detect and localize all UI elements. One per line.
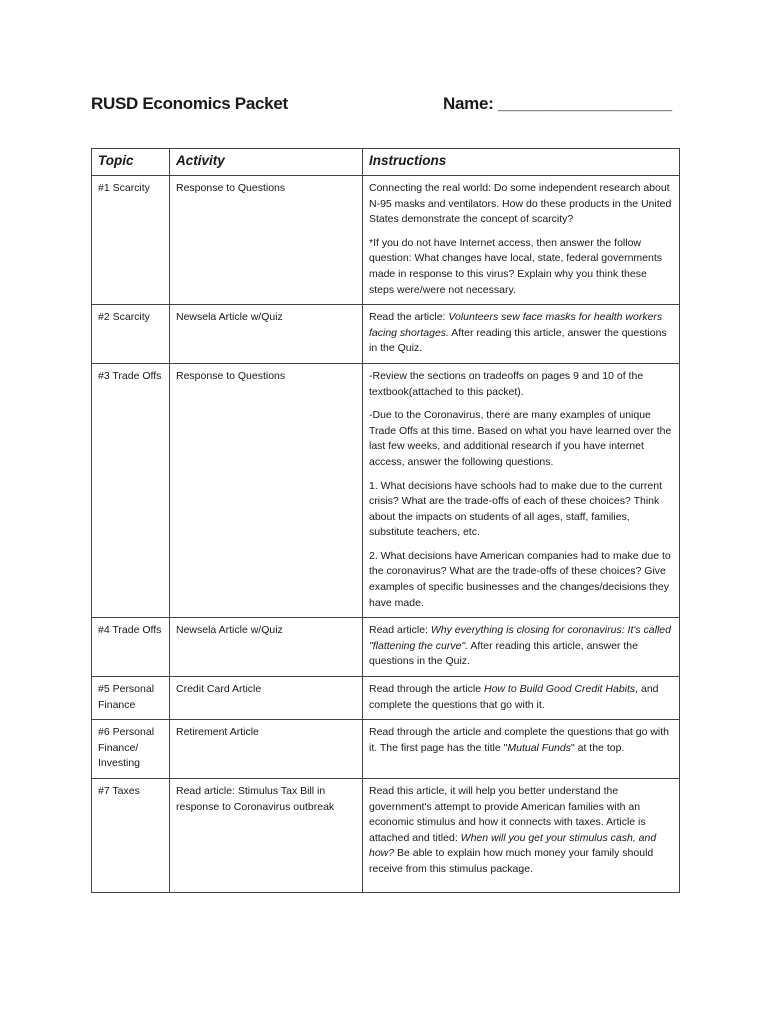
table-row (92, 305, 680, 364)
activity-cell: Response to Questions (170, 176, 363, 305)
table-row (92, 677, 680, 720)
instructions-cell (363, 720, 680, 779)
activity-cell: Credit Card Article (170, 677, 363, 720)
topic-cell: #4 Trade Offs (92, 618, 170, 677)
instructions-cell (363, 677, 680, 720)
topic-cell: #2 Scarcity (92, 305, 170, 364)
activity-cell: Retirement Article (170, 720, 363, 779)
activity-cell: Response to Questions (170, 363, 363, 617)
topic-cell: #7 Taxes (92, 779, 170, 893)
document-title: RUSD Economics Packet (91, 94, 288, 113)
column-header-activity: Activity (170, 149, 363, 176)
instruction-paragraph: -Due to the Coronavirus, there are many examples of unique Trade Offs at this time. Based on what you have learned over the last few weeks, and additional research if you have internet access, answer the following questions. (369, 409, 672, 468)
table-header-row (92, 149, 680, 176)
instruction-paragraph: Connecting the real world: Do some independent research about N-95 masks and ventilators. How do these products in the United States demonstrate the concept of scarcity? (369, 182, 672, 226)
instruction-text: , and complete the questions that go with it. (369, 683, 659, 711)
instruction-paragraph: *If you do not have Internet access, then answer the follow question: What changes have local, state, federal governments made in response to this virus? Explain why you think these steps were/were not necessary. (369, 236, 663, 296)
table-row (92, 363, 680, 617)
table-row (92, 618, 680, 677)
article-title: When will you get your stimulus cash, and how? (369, 831, 657, 860)
topic-cell: #3 Trade Offs (92, 363, 170, 617)
article-title: Why everything is closing for coronavirus: It's called "flattening the curve". (369, 624, 671, 652)
activity-cell: Newsela Article w/Quiz (170, 618, 363, 677)
instructions-cell (363, 305, 680, 364)
table-row (92, 779, 680, 893)
activity-table (91, 148, 680, 893)
instruction-text: Read through the article (369, 683, 484, 696)
topic-cell: #6 Personal Finance/ Investing (92, 720, 170, 779)
article-title: How to Build Good Credit Habits (484, 683, 636, 696)
instruction-paragraph: 2. What decisions have American companies had to make due to the coronavirus? What are the trade-offs of these choices? Give examples of specific businesses and the changes/decisions they have made. (369, 549, 671, 609)
instruction-text: After reading this article, answer the questions in the Quiz. (369, 326, 667, 355)
instruction-text: Read through the article and complete the questions that go with it. The first page has the title " (369, 726, 670, 754)
topic-cell: #1 Scarcity (92, 176, 170, 305)
instruction-text: Read article: (369, 624, 431, 637)
instruction-text: " at the top. (570, 741, 625, 754)
instruction-text: Be able to explain how much money your family should receive from this stimulus package. (369, 847, 654, 875)
instruction-text: Read the article: (369, 311, 449, 324)
table-row (92, 176, 680, 305)
instruction-text: After reading this article, answer the questions in the Quiz. (369, 639, 638, 668)
instructions-cell (363, 176, 680, 305)
instruction-paragraph: -Review the sections on tradeoffs on pages 9 and 10 of the textbook(attached to this packet). (369, 369, 644, 398)
column-header-topic: Topic (92, 149, 170, 176)
activity-cell: Newsela Article w/Quiz (170, 305, 363, 364)
name-field: Name: ___________________ (443, 94, 672, 113)
column-header-instructions: Instructions (363, 149, 680, 176)
activity-cell: Read article: Stimulus Tax Bill in response to Coronavirus outbreak (170, 779, 363, 893)
article-title: Mutual Funds (507, 741, 571, 754)
table-row (92, 720, 680, 779)
instructions-cell (363, 618, 680, 677)
topic-cell: #5 Personal Finance (92, 677, 170, 720)
instruction-paragraph: 1. What decisions have schools had to make due to the current crisis? What are the trade-offs of each of these choices? Think about the impacts on students of all ages, staff, families, substitute teachers, etc. (369, 479, 663, 539)
instructions-cell (363, 363, 680, 617)
article-title: Volunteers sew face masks for health workers facing shortages. (369, 311, 663, 339)
instructions-cell (363, 779, 680, 893)
instruction-text: Read this article, it will help you better understand the government's attempt to provide American families with an economic stimulus and how it connects with taxes. Article is attached and titled: (369, 785, 646, 844)
